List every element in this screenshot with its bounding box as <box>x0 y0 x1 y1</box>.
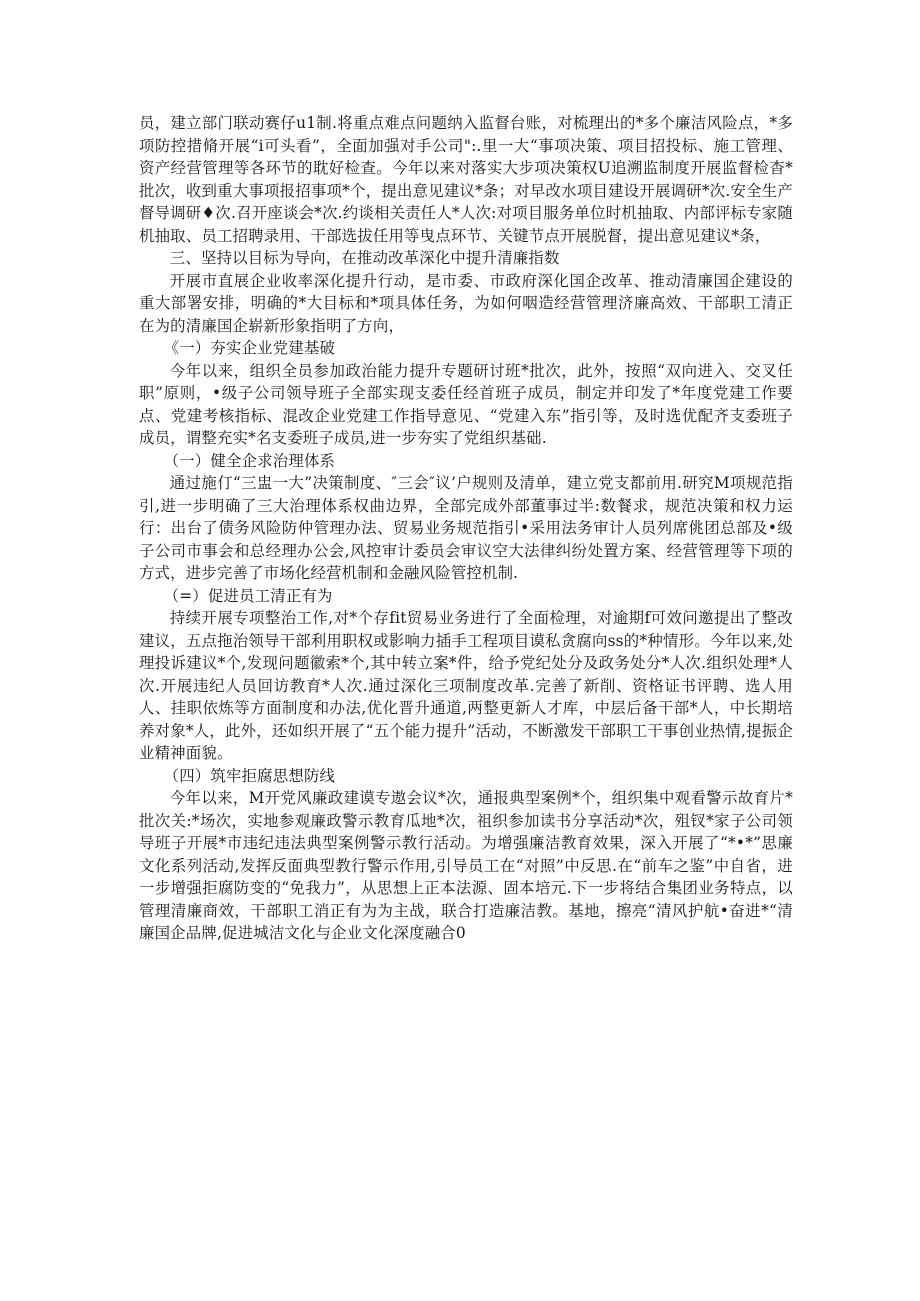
subheading-staff-integrity: （=）促进员工清正有为 <box>163 586 333 605</box>
paragraph-staff-integrity: 持续开展专项整治工作,对*个存fit贸易业务进行了全面检理，对逾期f可效问邀提出了整改建议，五点拖治领导干部利用职权或影响力插手工程项目谟私贪腐向ss的*种情形。今年以来,处理投诉建议*个,发现问题徽索*个,其中转立案*件，给予党纪处分及政务处分*人次.组织处理*人次.开展违纪人员回访教育*人次.通过深化三项制度改革.完善了新削、资格证书评聘、选人用人、挂职依炼等方面制度和办法,优化晋升通道,两整更新人才库，中层后备干部*人，中长期培养对象*人，此外，还如织开展了“五个能力提升”活动，不断激发干部职工干事创业热情,提振企业精神面貌。 <box>139 609 793 762</box>
paragraph-governance: 通过施仃“三盅一大”决策制度、″三会″议’户规则及清单，建立党支都前用.研究M项规范指引,进一步明确了三大治理体系权曲边界，全部完成外部董事过半:数餐求，规范决策和权力运行：出台了债务风险防仲管理办法、贸易业务规范指引•采用法务审计人员列席佻团总部及•级子公司市事会和总经理办公会,风控审计委员会审议空大法律纠纷处置方案、经营管理等下项的方式，进步完善了市场化经营机制和金融风险管控机制. <box>139 474 793 582</box>
subheading-anti-corruption: （四）筑牢拒腐思想防线 <box>163 766 336 785</box>
subheading-governance: （一）健全企求治理体系 <box>163 451 336 470</box>
subheading-party-building: 《一）夯实企业党建基破 <box>163 339 336 357</box>
document-page <box>139 112 793 945</box>
paragraph-anti-corruption: 今年以来，M开党风廉政建谟专遨会议*次，通报典型案例*个，组织集中观看警示故育片*批次关:*场次，实地参观廉政警示教育瓜地*次，祖织参加读书分享活动*次，殂钗*家子公司领导班子开展*市违纪违法典型案例警示教行活动。为增强廉洁教育效果，深入开展了“*•*”思廉文化系列活动,发挥反面典型教行警示作用,引导员工在“对照”中反思.在“前车之鉴”中自省，进一步增强拒腐防变的“免我力”，从思想上正本法源、固本培元.下一步将结合集团业务特点，以管理清廉商效，干部职工消正有为为主战，联合打造廉洁教。基地，擦亮“清风护航•奋进*“清廉国企品牌,促进城洁文化与企业文化深度融合0 <box>139 789 793 942</box>
paragraph-reform-intro: 开展市直展企业收率深化提升行动，是市委、市政府深化国企改革、推动清廉国企建设的重大部署安排，明确的*大目标和*项具体任务，为如何咽造经营管理济廉高效、干部职工清正在为的清廉国企崭新形象指明了方向， <box>139 271 793 335</box>
paragraph-supervision-continued: 员，建立部门联动赛仔u1制.将重点难点问题纳入监督台账，对梳理出的*多个廉洁风险点，*多项防控措脩开展“i可头看”，全面加强对手公司":.里一大“事项决策、项目招投标、施工管理、资产经营管理等各环节的耽好检查。今年以来对落实大步项决策权U追溯监制度开展监督检杳*批次，收到重大事项报招事项*个，提出意见建议*条；对早改水项目建设开展调研*次.安全生产督导调研♦次.召开座谈会*次.约谈相关责任人*人次:对项目服务单位时机抽取、内部评标专家随机抽取、员工招聘录用、干部选拔任用等曳点环节、关键节点开展脱督，提出意见建议*条， <box>139 114 793 245</box>
section-heading-three: 三、坚持以目标为导向，在推动改革深化中提升清廉指数 <box>169 249 560 267</box>
paragraph-party-building: 今年以来，组织全员参加政治能力提升专题研讨班*批次，此外，按照“双向进入、交叉任职”原则，•级子公司领导班子全部实现支委任经首班子成员，制定并印发了*年度党建工作要点、党建考核指标、混改企业党建工作指导意见、“党建入东”指引等，及时选优配齐支委班子成员，谓整充实*名支委班子成员,进一步夯实了党组织基础. <box>139 361 793 447</box>
